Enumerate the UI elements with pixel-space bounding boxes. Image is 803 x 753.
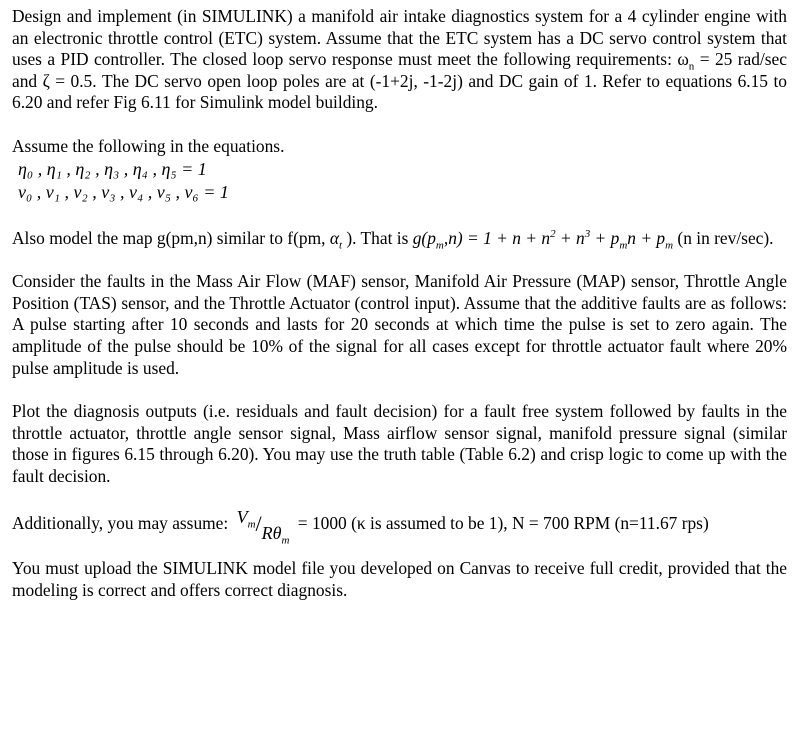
text: Design and implement (in SIMULINK) a manifold air intake diagnostics system for a 4 cylinder engine with an electronic throttle control (ETC) system. Assume that the ETC system has a DC servo control system that uses a PID controller. The closed loop servo response must meet the following requirements: ω [12, 6, 787, 70]
superscript: 2 [550, 227, 556, 240]
paragraph-upload-instructions: You must upload the SIMULINK model file you developed on Canvas to receive full credit, provided that the modeling is correct and offers correct diagnosis. [12, 558, 787, 600]
text: = 25 rad/sec and ζ = 0.5. The DC servo open loop poles are at (-1+2j, -1-2j) and DC gain of 1. Refer to equations 6.15 to 6.20 and refer Fig 6.11 for Simulink model building. [12, 49, 787, 113]
subscript: t [338, 239, 343, 252]
alpha-symbol: α [329, 227, 339, 248]
eta-equation: η₀ , η₁ , η₂ , η₃ , η₄ , η₅ = 1 [18, 158, 207, 179]
g-map-formula [412, 227, 674, 252]
subscript: m [247, 518, 256, 531]
paragraph-design-requirements [12, 6, 787, 114]
paragraph-additional-assumptions [12, 507, 787, 547]
superscript: 3 [584, 227, 591, 240]
subscript: m [665, 239, 674, 252]
paragraph-faults: Consider the faults in the Mass Air Flow (MAF) sensor, Manifold Air Pressure (MAP) sensor, Throttle Angle Position (TAS) sensor, and the Throttle Actuator (control input). Assume that the additive faults are as follows: A pulse starting after 10 seconds and lasts for 20 seconds at which time the pulse is set to zero again. The amplitude of the pulse should be 10% of the signal for all cases except for throttle actuator fault where 20% pulse amplitude is used. [12, 271, 787, 378]
nu-equation: ν₀ , ν₁ , ν₂ , ν₃ , ν₄ , ν₅ , ν₆ = 1 [18, 181, 229, 202]
text: (n in rev/sec). [673, 227, 774, 248]
subscript: n [688, 60, 695, 73]
formula-part: g(p [412, 227, 436, 248]
formula-part: n + p [627, 227, 666, 248]
text: Additionally, you may assume: [12, 512, 233, 533]
numerator: V [236, 507, 248, 527]
denominator: Rθ [261, 523, 282, 543]
text: Also model the map g(pm,n) similar to f(pm, [12, 227, 330, 248]
paragraph-plot-diagnosis: Plot the diagnosis outputs (i.e. residuals and fault decision) for a fault free system followed by faults in the throttle actuator, throttle angle sensor signal, Mass airflow sensor signal, manifold pressure signal (similar those in figures 6.15 through 6.20). You may use the truth table (Table 6.2) and crisp logic to come up with the fault decision. [12, 401, 787, 486]
text: ). That is [342, 227, 413, 248]
subscript: m [435, 239, 444, 252]
formula-part: ,n) = 1 + n + n [443, 227, 551, 248]
paragraph-map-model [12, 228, 787, 250]
vm-over-r-theta-fraction: $V_m/R\theta_m$ [236, 507, 290, 547]
text: = 1000 (κ is assumed to be 1), N = 700 RPM (n=11.67 rps) [293, 512, 709, 533]
document-body [12, 6, 787, 601]
formula-part: + n [555, 227, 585, 248]
subscript: m [619, 239, 628, 252]
subscript: m [281, 534, 290, 547]
assumptions-intro: Assume the following in the equations. [12, 135, 285, 156]
formula-part: + p [590, 227, 620, 248]
